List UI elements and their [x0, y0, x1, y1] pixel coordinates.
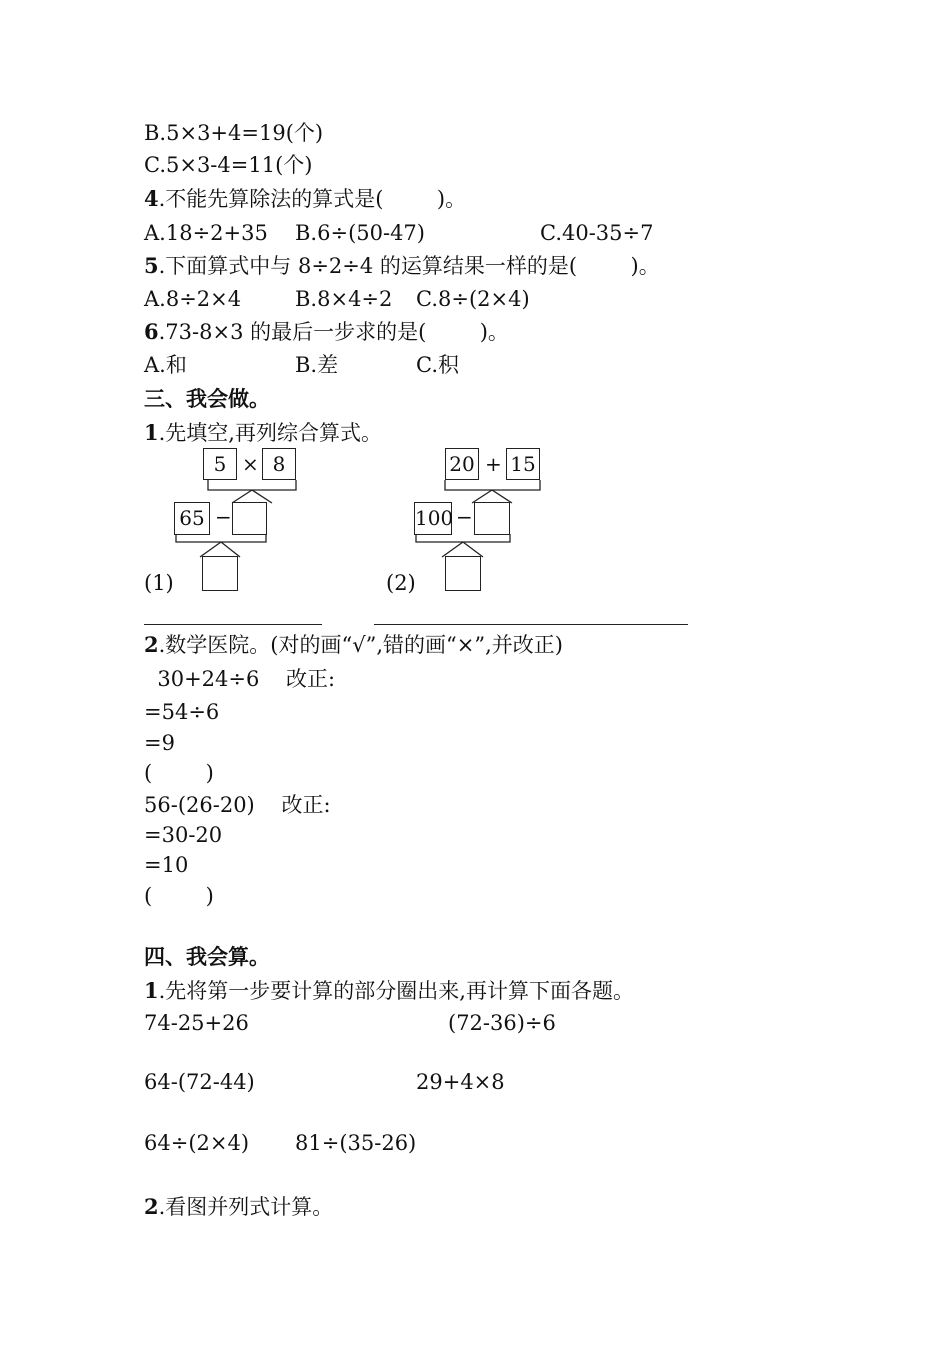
- tree2-label: (2): [386, 571, 416, 595]
- expression: 64-(72-44): [144, 1070, 255, 1094]
- problem1-expression: 30+24÷6 改正:: [144, 667, 336, 691]
- tree2-mid-answer-box[interactable]: [474, 502, 510, 535]
- problem2-step: =10: [144, 853, 189, 877]
- q4-option-c: C.40-35÷7: [540, 221, 654, 245]
- question-number: 2: [144, 632, 159, 657]
- tree1-label: (1): [144, 571, 174, 595]
- tree2-top-right-box: 15: [506, 448, 540, 480]
- expression: 64÷(2×4): [144, 1131, 250, 1155]
- answer-line-2[interactable]: [374, 624, 688, 625]
- problem2-step: =30-20: [144, 823, 223, 847]
- question-number: 2: [144, 1194, 159, 1219]
- question-number: 5: [144, 253, 159, 278]
- expression: (72-36)÷6: [448, 1011, 556, 1035]
- tree1-mid-answer-box[interactable]: [232, 502, 267, 535]
- problem1-judge-blank[interactable]: ( ): [144, 761, 214, 785]
- tree1-top-operator: ×: [242, 452, 259, 476]
- expression: 29+4×8: [416, 1070, 505, 1094]
- problem1-step: =9: [144, 731, 175, 755]
- question-text: .数学医院。(对的画“√”,错的画“×”,并改正): [158, 633, 563, 657]
- q5-option-b: B.8×4÷2: [295, 287, 393, 311]
- tree2-result-box[interactable]: [445, 556, 481, 591]
- question-number: 6: [144, 319, 159, 344]
- answer-line-1[interactable]: [144, 624, 322, 625]
- tree1-mid-left-box: 65: [174, 502, 210, 535]
- q6-option-a: A.和: [144, 353, 187, 377]
- tree1-mid-operator: −: [215, 505, 232, 529]
- problem2-expression: 56-(26-20) 改正:: [144, 793, 331, 817]
- s4-question-2: [144, 1194, 333, 1220]
- question-number: 4: [144, 186, 159, 211]
- problem2-judge-blank[interactable]: ( ): [144, 884, 214, 908]
- section-3-heading: 三、我会做。: [144, 387, 270, 411]
- tree1-top-right-box: 8: [262, 448, 296, 480]
- tree2-mid-operator: −: [456, 505, 473, 529]
- tree1-top-left-box: 5: [203, 448, 237, 480]
- tree2-top-left-box: 20: [445, 448, 479, 480]
- expression: 74-25+26: [144, 1011, 249, 1035]
- section-4-heading: 四、我会算。: [144, 945, 270, 969]
- question-text: .先填空,再列综合算式。: [158, 421, 382, 445]
- calculation-tree-lines: [0, 0, 952, 640]
- tree1-result-box[interactable]: [202, 556, 238, 591]
- q4-option-a: A.18÷2+35: [144, 221, 268, 245]
- question-text: .不能先算除法的算式是( )。: [158, 187, 467, 211]
- question-text: .下面算式中与 8÷2÷4 的运算结果一样的是( )。: [158, 254, 660, 278]
- problem1-step: =54÷6: [144, 700, 220, 724]
- q6-option-b: B.差: [295, 353, 339, 377]
- tree2-mid-left-box: 100: [414, 502, 452, 535]
- option-c: C.5×3-4=11(个): [144, 153, 313, 177]
- s3-question-2: [144, 632, 563, 658]
- question-number: 1: [144, 420, 159, 445]
- q5-option-c: C.8÷(2×4): [416, 287, 530, 311]
- tree2-top-operator: +: [485, 452, 502, 476]
- question-text: .看图并列式计算。: [158, 1195, 334, 1219]
- q5-option-a: A.8÷2×4: [144, 287, 242, 311]
- q4-option-b: B.6÷(50-47): [295, 221, 425, 245]
- expression: 81÷(35-26): [295, 1131, 417, 1155]
- s4-question-1: [144, 978, 634, 1004]
- question-text: .先将第一步要计算的部分圈出来,再计算下面各题。: [158, 979, 634, 1003]
- option-b: B.5×3+4=19(个): [144, 121, 324, 145]
- question-text: .73-8×3 的最后一步求的是( )。: [158, 320, 509, 344]
- q6-option-c: C.积: [416, 353, 459, 377]
- question-number: 1: [144, 978, 159, 1003]
